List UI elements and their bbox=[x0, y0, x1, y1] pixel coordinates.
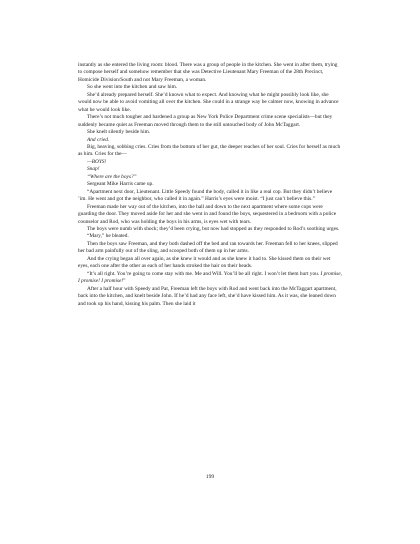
text-run: There’s not much tougher and hardened a group as New York Police Department crime scene specialists—but they suddenly became quiet as Freeman moved through them to the still untouched body of John McTaggart. bbox=[78, 114, 333, 128]
paragraph bbox=[78, 286, 342, 308]
paragraph bbox=[78, 189, 342, 204]
paragraph bbox=[78, 129, 342, 136]
paragraph bbox=[78, 271, 342, 286]
text-run: “Mary,” he bleated. bbox=[87, 233, 129, 240]
text-run: She’d already prepared herself. She’d known what to expect. And knowing what he might possibly look like, she would now be able to avoid vomiting all over the kitchen. She could in a strange way be calmer now, knowing in advance what he would look like. bbox=[78, 91, 339, 113]
text-run: The boys were numb with shock; they’d been crying, but now had stopped as they responded to Rod’s soothing urges. bbox=[87, 225, 340, 232]
paragraph bbox=[78, 166, 342, 173]
text-run: ” bbox=[123, 278, 126, 285]
paragraph bbox=[78, 204, 342, 226]
paragraph bbox=[78, 84, 342, 91]
paragraph bbox=[78, 62, 342, 84]
text-run: Big, heaving, sobbing cries. Cries from the bottom of her gut, the deeper reaches of her soul. Cries for herself as much as him. Cries for the— bbox=[78, 143, 341, 158]
italic-text: And cried. bbox=[87, 136, 110, 143]
text-run: She knelt silently beside him. bbox=[87, 129, 151, 136]
paragraph bbox=[78, 174, 342, 181]
italic-text: “Where are the boys?” bbox=[87, 173, 137, 180]
body-text bbox=[78, 62, 342, 308]
text-run: So she went into the kitchen and saw him. bbox=[87, 84, 178, 91]
text-run: Sergeant Mike Harris came up. bbox=[87, 181, 154, 188]
text-run: Freeman made her way out of the kitchen, into the hall and down to the next apartment where some cops were guarding the door. They moved aside for her and she went in and found the boys, sequestered in a bedroom with a police counselor and Rod, who was holding the boys in his arms, is eyes wet with tears. bbox=[78, 203, 337, 225]
text-run: “It’s all right. You’re going to come stay with me. Me and Will. You’ll be all right. I won’t let them hurt you. bbox=[87, 270, 321, 277]
text-run: Then the boys saw Freeman, and they both dashed off the bed and ran towards her. Freeman fell to her knees, slipped her bad arm painfully out of the sling, and scooped both of them up in her arms. bbox=[78, 240, 338, 255]
paragraph bbox=[78, 159, 342, 166]
paragraph bbox=[78, 137, 342, 144]
paragraph bbox=[78, 114, 342, 129]
paragraph bbox=[78, 241, 342, 256]
italic-text: Snap! bbox=[87, 166, 100, 173]
text-run: After a half hour with Speedy and Pat, Freeman left the boys with Rod and went back into the McTaggart apartment, back into the kitchen, and knelt beside John. If he’d had any face left, she’d have kissed him. As it was, she leaned down and took up his hand, kissing his palm. Then she laid it bbox=[78, 285, 337, 307]
italic-text: —BOYS! bbox=[87, 158, 107, 165]
page-number: 199 bbox=[205, 474, 215, 480]
italic-text: I promise, I promise! I promise! bbox=[78, 270, 342, 285]
paragraph bbox=[78, 144, 342, 159]
paragraph bbox=[78, 256, 342, 271]
paragraph bbox=[78, 92, 342, 114]
text-run: instantly as she entered the living room: blood. There was a group of people in the kitchen. She went in after them, trying to compose herself and somehow remember that she was Detective Lieutenant Mary Freeman of the 28th Precinct, Homicide Division/South and not Mary Freeman, a woman. bbox=[78, 62, 338, 83]
paragraph bbox=[78, 233, 342, 240]
text-run: And the crying began all over again, as she knew it would and as she knew it had to. She kissed them on their wet eyes, each one after the other as each of her hands stroked the hair on their heads. bbox=[78, 255, 331, 270]
text-run: “Apartment next door, Lieutenant. Little Speedy found the body, called it in like a real cop. But they didn’t believe ’im. He went and got the neighbor, who called it in again.” Harris’s eyes were moist. “I just can’t believe this.” bbox=[78, 188, 333, 203]
paragraph bbox=[78, 181, 342, 188]
